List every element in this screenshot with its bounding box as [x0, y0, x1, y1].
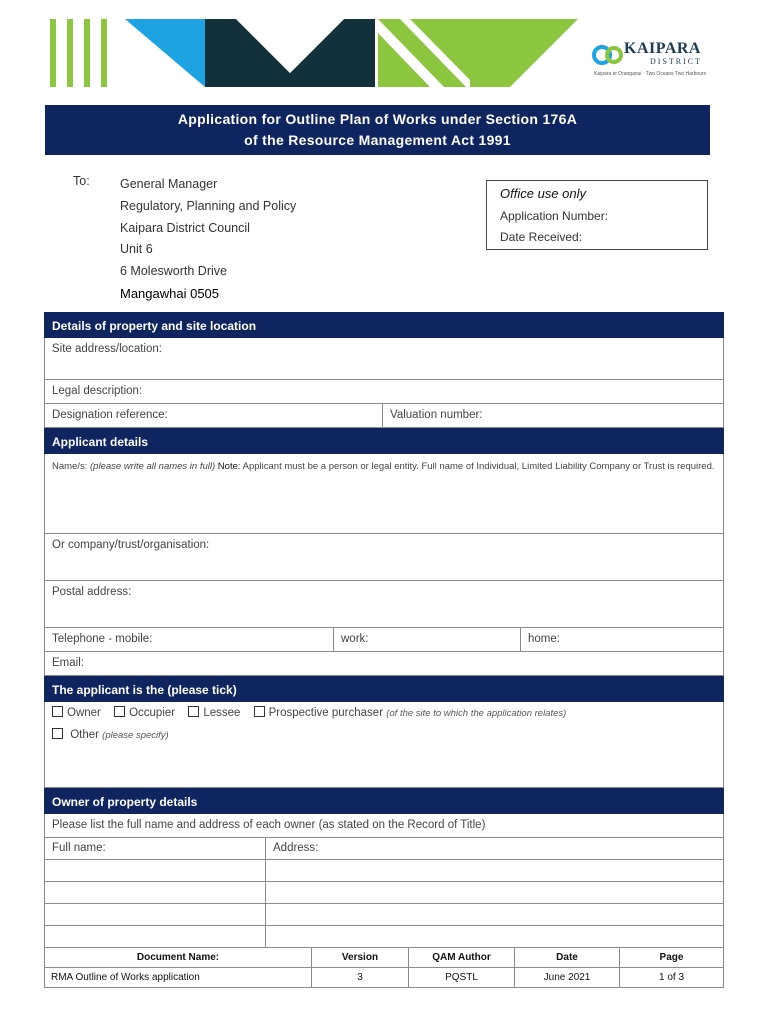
kaipara-swirl-icon [592, 40, 624, 70]
owner-address-cell[interactable] [266, 904, 723, 925]
postal-address-field[interactable] [44, 581, 724, 628]
mobile-field[interactable] [45, 628, 333, 651]
owner-table-row [44, 904, 724, 926]
footer-value-row [45, 968, 724, 988]
office-use-box [486, 180, 708, 250]
full-name-field[interactable] [45, 838, 266, 859]
valuation-number-field[interactable] [382, 404, 723, 427]
note-label: Note [217, 461, 238, 472]
work-phone-field[interactable] [333, 628, 520, 651]
work-label: work: [341, 633, 369, 645]
names-hint: (please write all names in full) [90, 461, 216, 472]
footer-value-cell: June 2021 [515, 968, 620, 988]
other-option[interactable] [52, 729, 169, 741]
full-name-label: Full name: [52, 842, 106, 854]
home-label: home: [528, 633, 560, 645]
owner-table-row [44, 860, 724, 882]
footer-header-cell: Page [620, 948, 724, 968]
address-line: General Manager [120, 177, 218, 191]
home-phone-field[interactable] [520, 628, 723, 651]
site-address-label: Site address/location: [52, 343, 162, 355]
address-line: 6 Molesworth Drive [120, 264, 227, 279]
document-footer-table [44, 947, 724, 988]
mobile-label: Telephone - mobile: [52, 633, 153, 645]
occupier-checkbox[interactable] [114, 706, 125, 717]
application-form [44, 312, 724, 948]
valuation-number-label: Valuation number: [390, 409, 483, 421]
names-label: Name/s: [52, 461, 88, 472]
owner-address-cell[interactable] [266, 860, 723, 881]
designation-valuation-row [44, 404, 724, 428]
owner-table-row [44, 882, 724, 904]
note-text: : Applicant must be a person or legal entity. Full name of Individual, Limited Liability Company or Trust is required. [237, 461, 715, 472]
occupier-option[interactable] [114, 707, 175, 719]
application-number-label: Application Number: [500, 209, 609, 223]
prospective-purchaser-checkbox[interactable] [254, 706, 265, 717]
designation-reference-field[interactable] [45, 404, 382, 427]
other-hint: (please specify) [102, 730, 169, 741]
section-header-owner: Owner of property details [44, 788, 724, 814]
prospective-purchaser-hint: (of the site to which the application relates) [386, 708, 567, 719]
owner-instruction-row [44, 814, 724, 838]
owner-table-row [44, 926, 724, 948]
logo-name: KAIPARA [624, 40, 701, 57]
prospective-purchaser-label: Prospective purchaser [268, 707, 384, 719]
title-line-2: of the Resource Management Act 1991 [244, 132, 511, 148]
occupier-label: Occupier [129, 707, 176, 719]
prospective-purchaser-option[interactable] [254, 707, 567, 719]
footer-header-cell: Version [312, 948, 409, 968]
footer-header-row [45, 948, 724, 968]
email-field[interactable] [44, 652, 724, 676]
address-field[interactable] [266, 838, 723, 859]
address-line: Regulatory, Planning and Policy [120, 198, 297, 213]
owner-name-cell[interactable] [45, 860, 266, 881]
date-received-label: Date Received: [500, 230, 583, 244]
owner-label: Owner [67, 707, 101, 719]
footer-value-cell: 1 of 3 [620, 968, 724, 988]
footer-value-cell: 3 [312, 968, 409, 988]
address-label: Address: [273, 842, 319, 854]
address-line: Kaipara District Council [120, 220, 250, 235]
names-field[interactable] [44, 454, 724, 534]
owner-option[interactable] [52, 707, 101, 719]
office-use-title: Office use only [500, 186, 586, 201]
section-header-applicant: Applicant details [44, 428, 724, 454]
footer-header-cell: QAM Author [409, 948, 515, 968]
lessee-checkbox[interactable] [188, 706, 199, 717]
kaipara-logo [592, 38, 717, 82]
company-label: Or company/trust/organisation: [52, 539, 210, 551]
names-instruction [52, 459, 718, 474]
applicant-type-options [44, 702, 724, 788]
other-checkbox[interactable] [52, 728, 63, 739]
legal-description-field[interactable] [44, 380, 724, 404]
document-title [45, 105, 710, 155]
recipient-address [120, 174, 296, 305]
other-label: Other [70, 729, 99, 741]
owner-instruction: Please list the full name and address of each owner (as stated on the Record of Title) [52, 819, 486, 831]
lessee-option[interactable] [188, 707, 240, 719]
legal-description-label: Legal description: [52, 385, 143, 397]
site-address-field[interactable] [44, 338, 724, 380]
footer-header-cell: Document Name: [45, 948, 312, 968]
applicant-type-checkboxes [52, 706, 576, 741]
owner-address-cell[interactable] [266, 882, 723, 903]
owner-name-cell[interactable] [45, 904, 266, 925]
owner-name-cell[interactable] [45, 882, 266, 903]
section-header-applicant-is: The applicant is the (please tick) [44, 676, 724, 702]
company-field[interactable] [44, 534, 724, 581]
section-header-property: Details of property and site location [44, 312, 724, 338]
owner-checkbox[interactable] [52, 706, 63, 717]
footer-value-cell: RMA Outline of Works application [45, 968, 312, 988]
owner-name-cell[interactable] [45, 926, 266, 947]
address-line: Unit 6 [120, 242, 153, 257]
postal-address-label: Postal address: [52, 586, 132, 598]
title-line-1: Application for Outline Plan of Works under Section 176A [177, 111, 578, 127]
address-line: Mangawhai 0505 [120, 285, 220, 301]
logo-district: DISTRICT [650, 57, 702, 66]
footer-value-cell: PQSTL [409, 968, 515, 988]
logo-tagline: Kaipara te Oranganui · Two Oceans Two Harbours [594, 71, 707, 77]
designation-reference-label: Designation reference: [52, 409, 168, 421]
lessee-label: Lessee [203, 707, 241, 719]
email-label: Email: [52, 657, 84, 669]
to-label: To: [73, 174, 90, 188]
telephone-row [44, 628, 724, 652]
owner-address-cell[interactable] [266, 926, 723, 947]
footer-header-cell: Date [515, 948, 620, 968]
owner-table-header [44, 838, 724, 860]
